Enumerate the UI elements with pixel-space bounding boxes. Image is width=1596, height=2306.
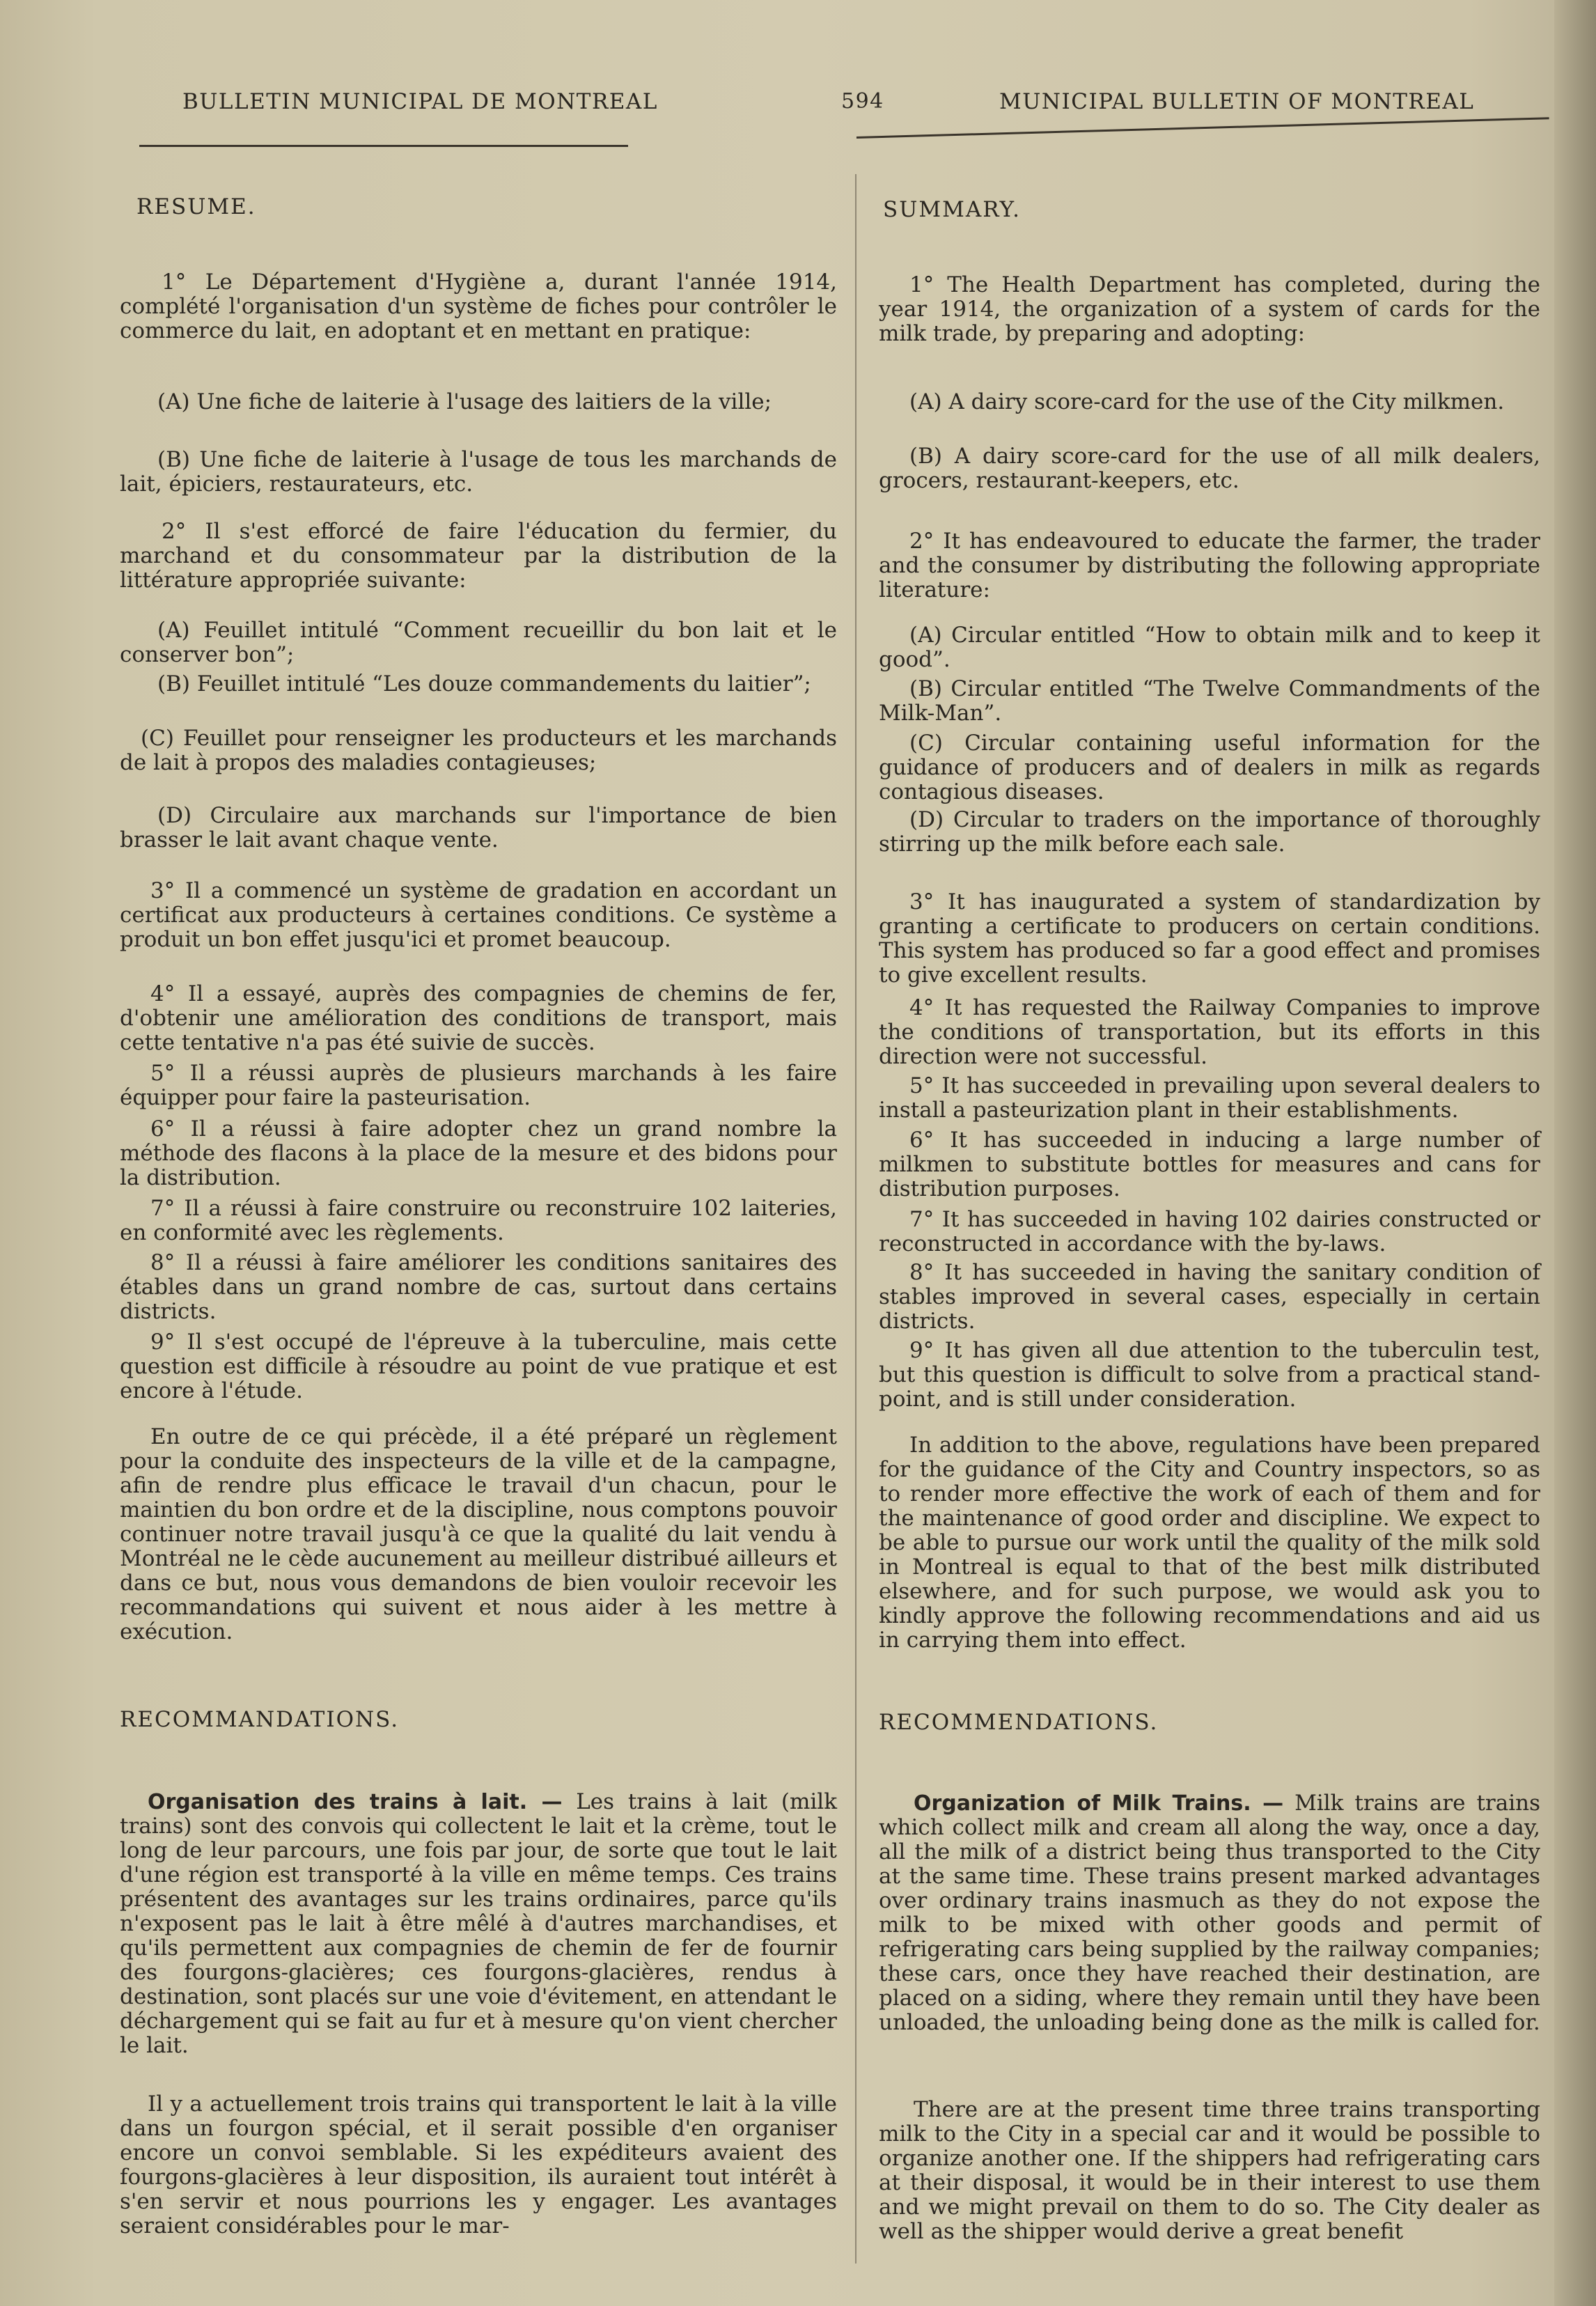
- english-milk-trains-text: Milk trains are trains which collect milk and cream all along the way, once a day, all the milk of a district being thus transported to the City at the same time. These trains present marked advantages over ordinary trains inasmuch as they do not expose the milk to be mixed with other goods and permit of refrigerating cars being supplied by the railway companies; these cars, once they have reached their destination, are placed on a siding, where they remain until they have been unloaded, the unloading being done as the milk is called for.: [879, 1791, 1540, 2035]
- french-item-9: 9° Il s'est occupé de l'épreuve à la tuberculine, mais cette question est difficile à résoudre au point de vue pratique et est encore à l'étude.: [120, 1330, 837, 1403]
- english-item-1b: (B) A dairy score-card for the use of all milk dealers, grocers, restaurant-keepers, etc.: [879, 444, 1540, 493]
- english-item-2: 2° It has endeavoured to educate the farmer, the trader and the consumer by distributing the following appropriate literature:: [879, 529, 1540, 602]
- french-item-4: 4° Il a essayé, auprès des compagnies de chemins de fer, d'obtenir une amélioration des conditions de transport, mais cette tentative n'a pas été suivie de succès.: [120, 981, 837, 1055]
- header-rule-right: [856, 117, 1549, 139]
- header-rule-left: [139, 145, 628, 147]
- french-milk-trains-text: Les trains à lait (milk trains) sont des convois qui collectent le lait et la crème, tout le long de leur parcours, une fois par jour, de sorte que tout le lait d'une région est transporté à la ville en même temps. Ces trains présentent des avantages sur les trains ordinaires, parce qu'ils n'exposent pas le lait à être mêlé à d'autres marchandises, et qu'ils permettent aux compagnies de chemin de fer de fournir des fourgons-glacières; ces fourgons-glacières, rendus à destination, sont placés sur une voie d'évitement, en attendant le déchargement qui se fait au fur et à mesure qu'on vient chercher le lait.: [120, 1789, 837, 2058]
- page-number: 594: [841, 89, 884, 114]
- header-english-title: MUNICIPAL BULLETIN OF MONTREAL: [999, 89, 1475, 114]
- french-item-1a: (A) Une fiche de laiterie à l'usage des laitiers de la ville;: [157, 389, 772, 414]
- french-item-1b: (B) Une fiche de laiterie à l'usage de tous les marchands de lait, épiciers, restaurateurs, etc.: [120, 447, 837, 497]
- english-item-5: 5° It has succeeded in prevailing upon several dealers to install a pasteurization plant in their establishments.: [879, 1073, 1540, 1123]
- resume-heading: RESUME.: [136, 194, 256, 219]
- french-item-6: 6° Il a réussi à faire adopter chez un grand nombre la méthode des flacons à la place de la mesure et des bidons pour la distribution.: [120, 1116, 837, 1190]
- french-item-3: 3° Il a commencé un système de gradation en accordant un certificat aux producteurs à certaines conditions. Ce système a produit un bon effet jusqu'ici et promet beaucoup.: [120, 878, 837, 952]
- english-item-6: 6° It has succeeded in inducing a large number of milkmen to substitute bottles for measures and cans for distribution purposes.: [879, 1128, 1540, 1201]
- french-item-2: 2° Il s'est efforcé de faire l'éducation du fermier, du marchand et du consommateur par la distribution de la littérature appropriée suivante:: [120, 519, 837, 593]
- header-french-title: BULLETIN MUNICIPAL DE MONTREAL: [182, 89, 658, 114]
- french-trains-paragraph: Il y a actuellement trois trains qui transportent le lait à la ville dans un fourgon spécial, et il serait possible d'en organiser encore un convoi semblable. Si les expéditeurs avaient des fourgons-glacières à leur disposition, ils auraient tout intérêt à s'en servir et nous pourrions les y engager. Les avantages seraient considérables pour le mar-: [120, 2091, 837, 2238]
- english-item-2a: (A) Circular entitled “How to obtain milk and to keep it good”.: [879, 623, 1540, 672]
- french-item-2b: (B) Feuillet intitulé “Les douze commandements du laitier”;: [157, 671, 811, 696]
- page-gutter: [1554, 0, 1596, 2306]
- column-divider: [855, 174, 856, 2264]
- french-item-1: 1° Le Département d'Hygiène a, durant l'année 1914, complété l'organisation d'un système de fiches pour contrôler le commerce du lait, en adoptant et en mettant en pratique:: [120, 270, 837, 343]
- french-milk-trains-paragraph: [120, 1790, 837, 2058]
- english-item-2d: (D) Circular to traders on the importance of thoroughly stirring up the milk before each sale.: [879, 807, 1540, 857]
- recommandations-heading: RECOMMANDATIONS.: [120, 1707, 400, 1732]
- english-paragraph-conclusion: In addition to the above, regulations have been prepared for the guidance of the City and Country inspectors, so as to render more effective the work of each of them and for the maintenance of good order and discipline. We expect to be able to pursue our work until the quality of the milk sold in Montreal is equal to that of the best milk distributed elsewhere, and for such purpose, we would ask you to kindly approve the following recommendations and aid us in carrying them into effect.: [879, 1433, 1540, 1653]
- english-item-1: 1° The Health Department has completed, during the year 1914, the organization of a system of cards for the milk trade, by preparing and adopting:: [879, 272, 1540, 346]
- english-trains-paragraph: There are at the present time three trains transporting milk to the City in a special car and it would be possible to organize another one. If the shippers had refrigerating cars at their disposal, it would be in their interest to use them and we might prevail on them to do so. The City dealer as well as the shipper would derive a great benefit: [879, 2097, 1540, 2244]
- english-item-9: 9° It has given all due attention to the tuberculin test, but this question is difficult to solve from a practical stand-point, and is still under consideration.: [879, 1338, 1540, 1412]
- english-item-3: 3° It has inaugurated a system of standardization by granting a certificate to producers on certain conditions. This system has produced so far a good effect and promises to give excellent results.: [879, 889, 1540, 988]
- french-item-7: 7° Il a réussi à faire construire ou reconstruire 102 laiteries, en conformité avec les règlements.: [120, 1196, 837, 1245]
- english-milk-trains-title: Organization of Milk Trains. —: [914, 1791, 1284, 1816]
- french-item-2a: (A) Feuillet intitulé “Comment recueillir du bon lait et le conserver bon”;: [120, 618, 837, 667]
- english-item-2c: (C) Circular containing useful information for the guidance of producers and of dealers in milk as regards contagious diseases.: [879, 731, 1540, 804]
- french-paragraph-conclusion: En outre de ce qui précède, il a été préparé un règlement pour la conduite des inspecteurs de la ville et de la campagne, afin de rendre plus efficace le travail d'un chacun, pour le maintien du bon ordre et de la discipline, nous comptons pouvoir continuer notre travail jusqu'à ce que la qualité du lait vendu à Montréal ne le cède aucunement au meilleur distribué ailleurs et dans ce but, nous vous demandons de bien vouloir recevoir les recommandations qui suivent et nous aider à les mettre à exécution.: [120, 1424, 837, 1644]
- english-item-4: 4° It has requested the Railway Companies to improve the conditions of transportation, but its efforts in this direction were not successful.: [879, 995, 1540, 1069]
- english-milk-trains-paragraph: [879, 1791, 1540, 2035]
- english-item-1a: (A) A dairy score-card for the use of the City milkmen.: [909, 389, 1505, 414]
- french-item-5: 5° Il a réussi auprès de plusieurs marchands à les faire équipper pour faire la pasteurisation.: [120, 1061, 837, 1110]
- french-milk-trains-title: Organisation des trains à lait. —: [148, 1790, 563, 1814]
- french-item-8: 8° Il a réussi à faire améliorer les conditions sanitaires des étables dans un grand nombre de cas, surtout dans certains districts.: [120, 1250, 837, 1324]
- french-item-2d: (D) Circulaire aux marchands sur l'importance de bien brasser le lait avant chaque vente.: [120, 803, 837, 852]
- english-item-2b: (B) Circular entitled “The Twelve Commandments of the Milk-Man”.: [879, 676, 1540, 726]
- french-item-2c: (C) Feuillet pour renseigner les producteurs et les marchands de lait à propos des maladies contagieuses;: [120, 726, 837, 775]
- recommendations-heading: RECOMMENDATIONS.: [879, 1710, 1159, 1735]
- summary-heading: SUMMARY.: [883, 197, 1021, 222]
- english-item-8: 8° It has succeeded in having the sanitary condition of stables improved in several cases, especially in certain districts.: [879, 1260, 1540, 1334]
- english-item-7: 7° It has succeeded in having 102 dairies constructed or reconstructed in accordance with the by-laws.: [879, 1207, 1540, 1256]
